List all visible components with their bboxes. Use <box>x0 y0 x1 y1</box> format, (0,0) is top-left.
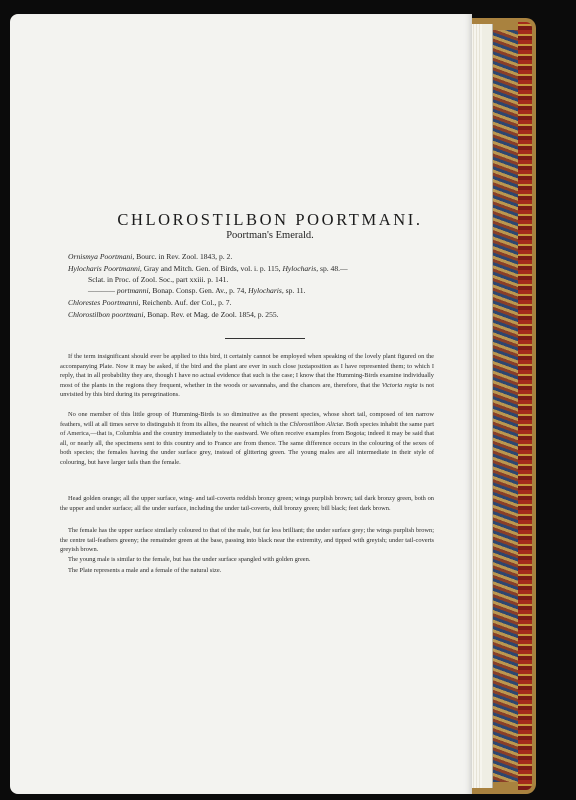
synonym-line: Ornismya Poortmani, Bourc. in Rev. Zool. 1843, p. 2. <box>68 252 233 261</box>
synonym-line: ———— portmanni, Bonap. Consp. Gen. Av., p. 74, Hylocharis, sp. 11. <box>88 286 306 295</box>
synonym-line: Chlorostilbon poortmani, Bonap. Rev. et Mag. de Zool. 1854, p. 255. <box>68 310 279 319</box>
text-paragraph: The Plate represents a male and a female of the natural size. <box>68 567 222 574</box>
species-title: CHLOROSTILBON POORTMANI. <box>117 210 423 229</box>
book-page <box>10 14 472 794</box>
section-divider <box>225 338 305 339</box>
synonym-line: Chlorestes Poortmanni, Reichenb. Auf. der Col., p. 7. <box>68 298 232 307</box>
synonym-line: Hylocharis Poortmanni, Gray and Mitch. Gen. of Birds, vol. i. p. 115, Hylocharis, sp. 48.— Sclat. in Proc. of Zool. Soc., part xxiii. p. 141. <box>68 264 348 284</box>
decorated-spine <box>518 22 532 790</box>
common-name: Poortman's Emerald. <box>226 230 314 241</box>
text-paragraph: Head golden orange; all the upper surface, wing- and tail-coverts reddish bronzy green; wings purplish brown; tail dark bronzy green, both on the upper and under surface; all the under surface, including the under tail-coverts, dull bronzy green; bill black; feet dark brown. <box>60 495 434 512</box>
text-paragraph: The female has the upper surface similarly coloured to that of the male, but far less brilliant; the under surface grey; the wings purplish brown; the centre tail-feathers greeny; the remainder green at the base, passing into black near the extremity, and tipped with greyish; under tail-coverts greyish brown. <box>60 527 434 553</box>
text-paragraph: The young male is similar to the female, but has the under surface spangled with golden green. <box>68 556 311 563</box>
text-paragraph: No one member of this little group of Humming-Birds is so diminutive as the present species, whose short tail, composed of ten narrow feathers, will at all times serve to distinguish it from its allies, the nearest of which is the Chlorostilbon Aliciæ. Both species inhabit the same part of America,—that is, Columbia and the country immediately to the eastward. We often receive examples from Bogota; indeed it may be said that all, or nearly all, the specimens sent to this country and to France are from thence. The same difference occurs in the colouring of the sexes of both species; the females having the under surface grey, instead of glittering green. The young males are all intermediate in their style of colouring, but have larger tails than the female. <box>60 411 434 466</box>
text-paragraph: If the term insignificant should ever be applied to this bird, it certainly cannot be employed when speaking of the lovely plant figured on the accompanying Plate. Now it may be asked, if the bird and the plant are ever in such close juxtaposition as I have represented them; to which I reply, that in all probability they are, though I have no actual evidence that such is the case; I know that the Humming-Birds examine individually most of the plants in the regions they frequent, whether in the woods or savannahs, and the chances are, therefore, that the Victoria regia is not unvisited by this bird during its peregrinations. <box>60 353 435 398</box>
marbled-page-edge <box>492 30 518 782</box>
